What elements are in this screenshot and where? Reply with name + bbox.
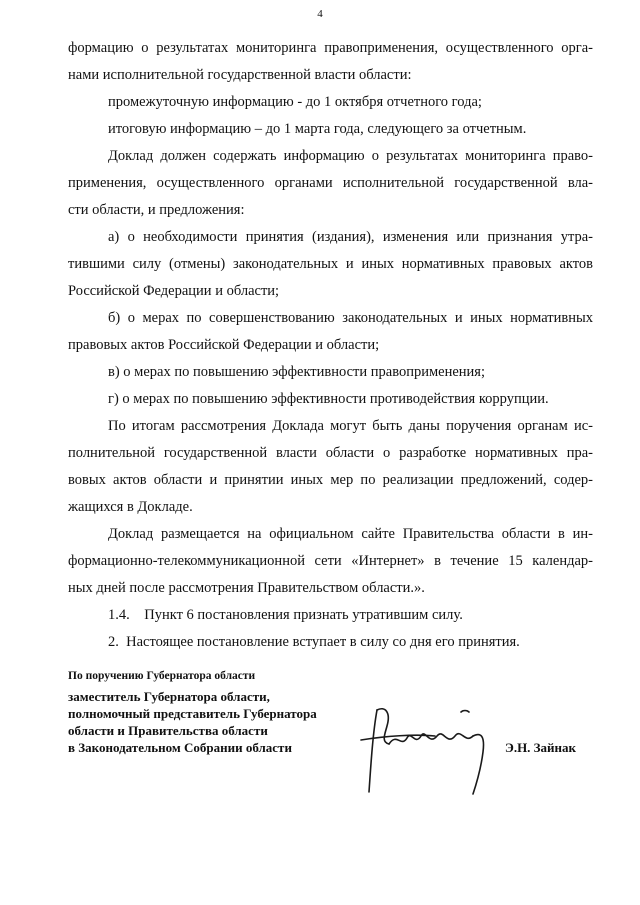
text-line: По итогам рассмотрения Доклада могут быть даны поручения органам ис- bbox=[108, 418, 593, 434]
text-line: г) о мерах по повышению эффективности противодействия коррупции. bbox=[108, 391, 549, 407]
text-line: б) о мерах по совершенствованию законодательных и иных нормативных bbox=[108, 310, 593, 326]
text-line: ных дней после рассмотрения Правительством области.». bbox=[68, 580, 425, 596]
text-line: применения, осуществленного органами исполнительной государственной вла- bbox=[68, 175, 593, 191]
text-line: в) о мерах по повышению эффективности правоприменения; bbox=[108, 364, 485, 380]
text-line: правовых актов Российской Федерации и области; bbox=[68, 337, 380, 353]
text-line: полнительной государственной власти области о разработке нормативных пра- bbox=[68, 445, 593, 461]
signatory-position-line: области и Правительства области bbox=[68, 723, 268, 738]
text-line: жащихся в Докладе. bbox=[68, 499, 193, 515]
text-line: 1.4. Пункт 6 постановления признать утратившим силу. bbox=[108, 607, 463, 623]
text-line: тившими силу (отмены) законодательных и иных нормативных правовых актов bbox=[68, 256, 593, 272]
text-line: итоговую информацию – до 1 марта года, следующего за отчетным. bbox=[108, 121, 527, 137]
signatory-position-line: заместитель Губернатора области, bbox=[68, 689, 270, 704]
page-number: 4 bbox=[317, 8, 323, 20]
text-line: вовых актов области и принятии иных мер по реализации предложений, содер- bbox=[68, 472, 593, 488]
text-line: а) о необходимости принятия (издания), изменения или признания утра- bbox=[108, 229, 593, 245]
text-line: промежуточную информацию - до 1 октября отчетного года; bbox=[108, 94, 482, 110]
signatory-name: Э.Н. Зайнак bbox=[505, 740, 577, 755]
signatory-position-line: в Законодательном Собрании области bbox=[68, 740, 292, 755]
text-line: 2. Настоящее постановление вступает в силу со дня его принятия. bbox=[108, 634, 520, 650]
text-line: Доклад должен содержать информацию о результатах мониторинга право- bbox=[108, 148, 593, 164]
text-line: Доклад размещается на официальном сайте Правительства области в ин- bbox=[108, 526, 593, 542]
text-line: нами исполнительной государственной власти области: bbox=[68, 67, 412, 83]
text-line: формацию о результатах мониторинга правоприменения, осуществленного орга- bbox=[68, 40, 593, 56]
text-line: сти области, и предложения: bbox=[68, 202, 245, 218]
signatory-position-line: полномочный представитель Губернатора bbox=[68, 706, 317, 721]
text-line: Российской Федерации и области; bbox=[68, 283, 280, 299]
handwritten-signature bbox=[355, 692, 505, 802]
signatory-position bbox=[68, 688, 317, 756]
text-line: формационно-телекоммуникационной сети «Интернет» в течение 15 календар- bbox=[68, 553, 593, 569]
signature-note: По поручению Губернатора области bbox=[68, 670, 256, 682]
